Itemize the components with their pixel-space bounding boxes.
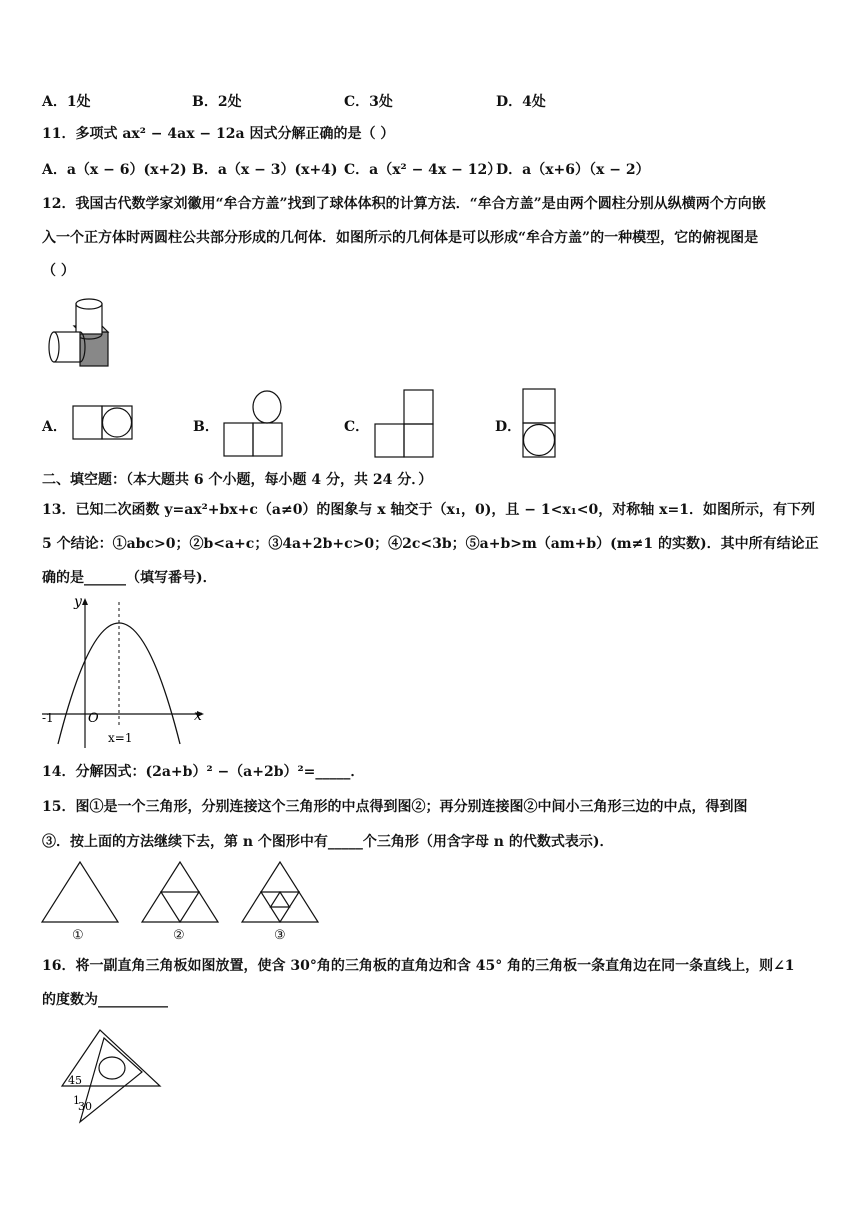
angle-1-label: 1 — [73, 1094, 80, 1107]
q14-line: 14．分解因式：(2a+b）² −（a+2b）²=_____． — [42, 764, 365, 780]
q13-line-3: 确的是______（填写番号)． — [42, 570, 217, 586]
q10-option-a: A．1处 — [42, 94, 91, 110]
q13-line-1: 13．已知二次函数 y=ax²+bx+c（a≠0）的图象与 x 轴交于（x₁，0)，且 − 1<x₁<0，对称轴 x=1．如图所示，有下列 — [42, 502, 815, 518]
q11-option-c: C．a（x² − 4x − 12） — [344, 162, 502, 178]
q12-option-a-figure — [72, 405, 134, 441]
q11-option-d: D．a（x+6）（x − 2） — [496, 162, 650, 178]
q15-line-1: 15．图①是一个三角形，分别连接这个三角形的中点得到图②；再分别连接图②中间小三角形三边的中点，得到图 — [42, 799, 748, 815]
q13-parabola-graph — [38, 592, 210, 752]
y-axis-arrow — [82, 598, 88, 605]
q15-caption-1: ① — [72, 928, 84, 943]
q15-triangle-1 — [40, 860, 120, 924]
y-axis-label: y — [74, 594, 82, 610]
q15-triangle-2 — [140, 860, 220, 924]
q12-option-d-label: D． — [495, 419, 522, 435]
q12-option-b-label: B． — [193, 419, 219, 435]
q15-caption-2: ② — [173, 928, 185, 943]
triangle-hole — [99, 1057, 125, 1079]
section-2-heading: 二、填空题：（本大题共 6 个小题，每小题 4 分，共 24 分．） — [42, 472, 433, 488]
x-axis-label: x — [194, 708, 202, 724]
neg-one-label: -1 — [42, 711, 54, 725]
q12-option-b-figure — [222, 390, 284, 458]
q12-option-c-figure — [373, 389, 435, 459]
q11-stem: 11．多项式 ax² − 4ax − 12a 因式分解正确的是（ ） — [42, 126, 395, 142]
q13-line-2: 5 个结论：①abc>0；②b<a+c；③4a+2b+c>0；④2c<3b；⑤a+b>m（am+b）(m≠1 的实数)．其中所有结论正 — [42, 536, 819, 552]
parabola-curve — [58, 623, 180, 744]
q12-option-d-figure — [521, 388, 557, 460]
angle-45-label: 45 — [68, 1074, 82, 1087]
q12-option-c-label: C． — [344, 419, 370, 435]
q15-caption-3: ③ — [274, 928, 286, 943]
angle-30-label: 30 — [78, 1100, 92, 1113]
q16-line-2: 的度数为__________ — [42, 992, 168, 1008]
q11-option-a: A．a（x − 6）(x+2) — [42, 162, 187, 178]
q11-option-b: B．a（x − 3）(x+4) — [192, 162, 338, 178]
q12-line-2: 入一个正方体时两圆柱公共部分形成的几何体．如图所示的几何体是可以形成“牟合方盖”的一种模型，它的俯视图是 — [42, 230, 759, 246]
q10-option-c: C．3处 — [344, 94, 393, 110]
symmetry-axis-label: x=1 — [108, 731, 133, 745]
q10-option-d: D．4处 — [496, 94, 546, 110]
origin-label: O — [88, 711, 99, 726]
q12-model-figure — [44, 296, 114, 372]
q12-line-3: （ ） — [42, 263, 75, 279]
q12-line-1: 12．我国古代数学家刘徽用“牟合方盖”找到了球体体积的计算方法．“牟合方盖”是由两个圆柱分别从纵横两个方向嵌 — [42, 196, 766, 212]
q16-set-squares-figure — [56, 1026, 166, 1126]
q16-line-1: 16．将一副直角三角板如图放置，使含 30°角的三角板的直角边和含 45° 角的三角板一条直角边在同一条直线上，则∠1 — [42, 958, 795, 974]
q12-option-a-label: A． — [42, 419, 67, 435]
q10-option-b: B．2处 — [192, 94, 242, 110]
q15-triangle-3 — [240, 860, 320, 924]
q15-line-2: ③．按上面的方法继续下去，第 n 个图形中有_____个三角形（用含字母 n 的代数式表示)． — [42, 834, 614, 850]
